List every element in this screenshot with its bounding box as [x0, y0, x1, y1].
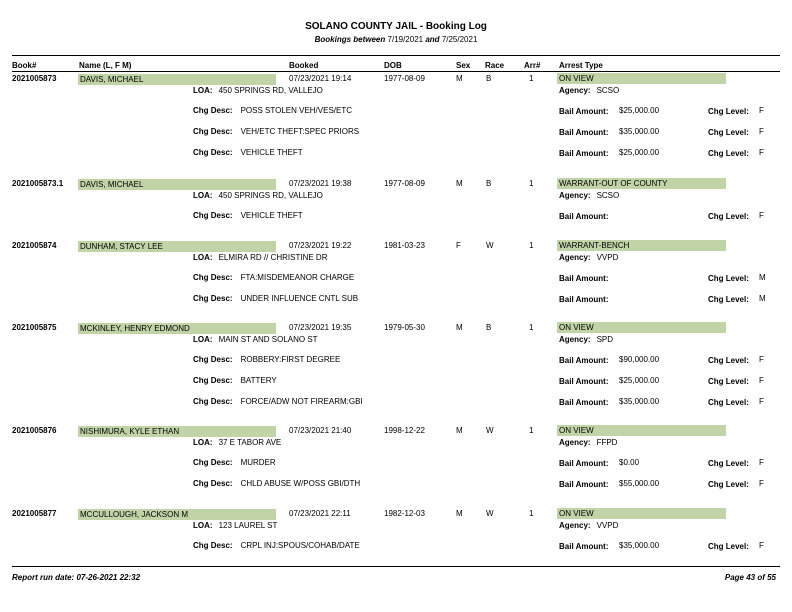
race: W: [486, 241, 494, 250]
chg-desc-label: Chg Desc:: [193, 211, 233, 220]
agency-label: Agency:: [559, 253, 591, 262]
booking-record: [0, 322, 792, 422]
arrest-type: ON VIEW: [559, 509, 594, 518]
agency: [559, 253, 618, 263]
loa-label: LOA:: [193, 521, 213, 530]
chg-level-label: Chg Level:: [708, 377, 749, 386]
page-number: Page 43 of 55: [724, 573, 776, 582]
charge-row: [0, 355, 792, 367]
agency: [559, 191, 619, 201]
loa-value: 123 LAUREL ST: [218, 521, 278, 530]
arrest-type: ON VIEW: [559, 426, 594, 435]
agency-value: SPD: [596, 335, 614, 344]
chg-level-value: F: [759, 127, 764, 136]
inmate-name: MCKINLEY, HENRY EDMOND: [80, 324, 190, 333]
bail-amount-value: $90,000.00: [619, 355, 660, 364]
report-subtitle: [0, 35, 792, 44]
chg-desc-label: Chg Desc:: [193, 294, 233, 303]
bail-amount-value: $55,000.00: [619, 479, 660, 488]
loa-value: 450 SPRINGS RD, VALLEJO: [218, 191, 323, 200]
bail-amount-value: $25,000.00: [619, 376, 660, 385]
book-number: 2021005876: [12, 426, 57, 435]
booking-record: [0, 73, 792, 173]
charge-description: [193, 397, 363, 407]
chg-desc-value: VEH/ETC THEFT:SPEC PRIORS: [240, 127, 360, 136]
book-number: 2021005873.1: [12, 179, 64, 188]
col-header-arrest-type: Arrest Type: [559, 61, 603, 70]
chg-level-label: Chg Level:: [708, 149, 749, 158]
booked-datetime: 07/23/2021 19:14: [289, 74, 352, 83]
charge-description: [193, 458, 276, 468]
location-of-arrest: [193, 521, 277, 531]
charge-row: [0, 541, 792, 553]
charge-description: [193, 127, 359, 137]
chg-level-label: Chg Level:: [708, 356, 749, 365]
chg-level-value: F: [759, 458, 764, 467]
charge-description: [193, 106, 352, 116]
date-to: 7/25/2021: [441, 35, 478, 44]
chg-level-value: F: [759, 106, 764, 115]
bail-amount-label: Bail Amount:: [559, 107, 609, 116]
chg-level-label: Chg Level:: [708, 212, 749, 221]
book-number: 2021005875: [12, 323, 57, 332]
loa-value: 450 SPRINGS RD, VALLEJO: [218, 86, 323, 95]
chg-level-value: F: [759, 541, 764, 550]
footer-rule: [12, 566, 780, 567]
subtitle-and: and: [425, 35, 440, 44]
location-of-arrest: [193, 86, 323, 96]
charge-row: [0, 106, 792, 118]
chg-desc-value: BATTERY: [240, 376, 277, 385]
date-from: 7/19/2021: [387, 35, 424, 44]
arrest-number: 1: [529, 509, 534, 518]
agency: [559, 335, 613, 345]
date-of-birth: 1981-03-23: [384, 241, 425, 250]
col-header-dob: DOB: [384, 61, 402, 70]
agency-value: SCSO: [596, 86, 620, 95]
col-header-sex: Sex: [456, 61, 471, 70]
book-number: 2021005874: [12, 241, 57, 250]
chg-level-value: F: [759, 376, 764, 385]
date-of-birth: 1998-12-22: [384, 426, 425, 435]
charge-row: [0, 273, 792, 285]
bail-amount-label: Bail Amount:: [559, 459, 609, 468]
sex: M: [456, 74, 463, 83]
chg-desc-value: FTA:MISDEMEANOR CHARGE: [240, 273, 355, 282]
header-bottom-rule: [12, 71, 780, 72]
col-header-name: Name (L, F M): [79, 61, 132, 70]
race: B: [486, 179, 492, 188]
booked-datetime: 07/23/2021 19:38: [289, 179, 352, 188]
loa-label: LOA:: [193, 335, 213, 344]
loa-label: LOA:: [193, 86, 213, 95]
col-header-booked: Booked: [289, 61, 319, 70]
race: B: [486, 74, 492, 83]
chg-desc-label: Chg Desc:: [193, 541, 233, 550]
chg-desc-value: CHLD ABUSE W/POSS GBI/DTH: [240, 479, 361, 488]
arrest-type: WARRANT-BENCH: [559, 241, 630, 250]
charge-description: [193, 541, 360, 551]
chg-level-value: F: [759, 397, 764, 406]
bail-amount-label: Bail Amount:: [559, 128, 609, 137]
bail-amount-value: $25,000.00: [619, 148, 660, 157]
loa-value: 37 E TABOR AVE: [218, 438, 282, 447]
loa-label: LOA:: [193, 191, 213, 200]
chg-level-value: M: [759, 273, 766, 282]
charge-description: [193, 211, 303, 221]
agency-label: Agency:: [559, 191, 591, 200]
booked-datetime: 07/23/2021 19:35: [289, 323, 352, 332]
sex: M: [456, 509, 463, 518]
charge-description: [193, 148, 303, 158]
agency-value: FFPD: [596, 438, 618, 447]
agency-label: Agency:: [559, 86, 591, 95]
arrest-type: WARRANT-OUT OF COUNTY: [559, 179, 668, 188]
header-top-rule: [12, 55, 780, 56]
arrest-type: ON VIEW: [559, 74, 594, 83]
arrest-number: 1: [529, 323, 534, 332]
charge-row: [0, 294, 792, 306]
chg-desc-label: Chg Desc:: [193, 376, 233, 385]
bail-amount-label: Bail Amount:: [559, 295, 609, 304]
charge-row: [0, 148, 792, 160]
charge-row: [0, 376, 792, 388]
inmate-name: MCCULLOUGH, JACKSON M: [80, 510, 189, 519]
chg-level-label: Chg Level:: [708, 480, 749, 489]
agency-label: Agency:: [559, 438, 591, 447]
bail-amount-value: $35,000.00: [619, 397, 660, 406]
bail-amount-value: $35,000.00: [619, 541, 660, 550]
charge-description: [193, 376, 277, 386]
agency-label: Agency:: [559, 335, 591, 344]
arrest-number: 1: [529, 426, 534, 435]
col-header-race: Race: [485, 61, 505, 70]
race: W: [486, 509, 494, 518]
sex: M: [456, 426, 463, 435]
loa-label: LOA:: [193, 253, 213, 262]
bail-amount-label: Bail Amount:: [559, 274, 609, 283]
chg-desc-label: Chg Desc:: [193, 106, 233, 115]
bail-amount-value: $35,000.00: [619, 127, 660, 136]
chg-level-value: F: [759, 148, 764, 157]
location-of-arrest: [193, 438, 281, 448]
bail-amount-value: $25,000.00: [619, 106, 660, 115]
loa-value: MAIN ST AND SOLANO ST: [218, 335, 318, 344]
date-of-birth: 1977-08-09: [384, 74, 425, 83]
chg-desc-value: POSS STOLEN VEH/VES/ETC: [240, 106, 353, 115]
agency-label: Agency:: [559, 521, 591, 530]
location-of-arrest: [193, 253, 327, 263]
charge-row: [0, 127, 792, 139]
chg-level-label: Chg Level:: [708, 107, 749, 116]
col-header-book: Book#: [12, 61, 37, 70]
race: B: [486, 323, 492, 332]
chg-level-label: Chg Level:: [708, 274, 749, 283]
bail-amount-label: Bail Amount:: [559, 149, 609, 158]
chg-desc-label: Chg Desc:: [193, 273, 233, 282]
agency-value: SCSO: [596, 191, 620, 200]
sex: M: [456, 323, 463, 332]
chg-level-value: F: [759, 211, 764, 220]
book-number: 2021005877: [12, 509, 57, 518]
sex: M: [456, 179, 463, 188]
chg-desc-value: VEHICLE THEFT: [240, 148, 303, 157]
charge-row: [0, 397, 792, 409]
bail-amount-label: Bail Amount:: [559, 398, 609, 407]
chg-desc-value: CRPL INJ:SPOUS/COHAB/DATE: [240, 541, 360, 550]
bail-amount-value: $0.00: [619, 458, 640, 467]
agency: [559, 86, 619, 96]
chg-level-label: Chg Level:: [708, 128, 749, 137]
location-of-arrest: [193, 335, 318, 345]
loa-label: LOA:: [193, 438, 213, 447]
date-of-birth: 1977-08-09: [384, 179, 425, 188]
chg-level-value: F: [759, 355, 764, 364]
bail-amount-label: Bail Amount:: [559, 542, 609, 551]
booked-datetime: 07/23/2021 19:22: [289, 241, 352, 250]
arrest-number: 1: [529, 241, 534, 250]
inmate-name: DAVIS, MICHAEL: [80, 75, 144, 84]
agency: [559, 521, 618, 531]
agency-value: VVPD: [596, 521, 619, 530]
booking-record: [0, 508, 792, 608]
bail-amount-label: Bail Amount:: [559, 480, 609, 489]
charge-row: [0, 458, 792, 470]
chg-desc-label: Chg Desc:: [193, 397, 233, 406]
chg-desc-label: Chg Desc:: [193, 355, 233, 364]
charge-description: [193, 294, 358, 304]
bail-amount-label: Bail Amount:: [559, 377, 609, 386]
charge-row: [0, 211, 792, 223]
booked-datetime: 07/23/2021 22:11: [289, 509, 351, 518]
chg-desc-value: MURDER: [240, 458, 276, 467]
chg-desc-label: Chg Desc:: [193, 148, 233, 157]
date-of-birth: 1982-12-03: [384, 509, 425, 518]
arrest-type: ON VIEW: [559, 323, 594, 332]
subtitle-prefix: Bookings between: [314, 35, 386, 44]
arrest-number: 1: [529, 74, 534, 83]
race: W: [486, 426, 494, 435]
chg-desc-label: Chg Desc:: [193, 479, 233, 488]
chg-level-label: Chg Level:: [708, 459, 749, 468]
chg-level-label: Chg Level:: [708, 542, 749, 551]
inmate-name: DUNHAM, STACY LEE: [80, 242, 163, 251]
book-number: 2021005873: [12, 74, 57, 83]
chg-level-value: F: [759, 479, 764, 488]
location-of-arrest: [193, 191, 323, 201]
agency-value: VVPD: [596, 253, 619, 262]
chg-desc-value: UNDER INFLUENCE CNTL SUB: [240, 294, 359, 303]
col-header-arr: Arr#: [524, 61, 541, 70]
chg-level-label: Chg Level:: [708, 398, 749, 407]
inmate-name: DAVIS, MICHAEL: [80, 180, 144, 189]
bail-amount-label: Bail Amount:: [559, 356, 609, 365]
loa-value: ELMIRA RD // CHRISTINE DR: [218, 253, 328, 262]
booked-datetime: 07/23/2021 21:40: [289, 426, 352, 435]
report-title: SOLANO COUNTY JAIL - Booking Log: [305, 21, 487, 32]
charge-description: [193, 479, 360, 489]
bail-amount-label: Bail Amount:: [559, 212, 609, 221]
chg-level-value: M: [759, 294, 766, 303]
report-run-date: Report run date: 07-26-2021 22:32: [12, 573, 141, 582]
chg-desc-value: VEHICLE THEFT: [240, 211, 303, 220]
chg-desc-label: Chg Desc:: [193, 127, 233, 136]
chg-level-label: Chg Level:: [708, 295, 749, 304]
charge-description: [193, 355, 340, 365]
chg-desc-label: Chg Desc:: [193, 458, 233, 467]
agency: [559, 438, 617, 448]
date-of-birth: 1979-05-30: [384, 323, 425, 332]
chg-desc-value: ROBBERY:FIRST DEGREE: [240, 355, 341, 364]
inmate-name: NISHIMURA, KYLE ETHAN: [80, 427, 180, 436]
charge-description: [193, 273, 354, 283]
chg-desc-value: FORCE/ADW NOT FIREARM:GBI: [240, 397, 363, 406]
sex: F: [456, 241, 461, 250]
charge-row: [0, 479, 792, 491]
arrest-number: 1: [529, 179, 534, 188]
